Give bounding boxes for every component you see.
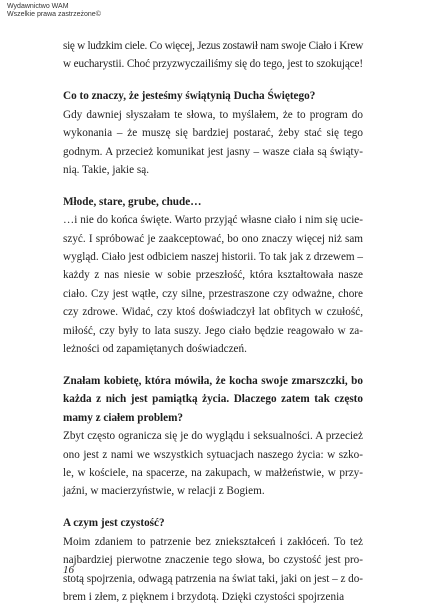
text-line: ciało. Czy jest wątłe, czy silne, przestraszone czy odważne, chore bbox=[63, 287, 363, 300]
copyright-notice: Wszelkie prawa zastrzeżone© bbox=[7, 11, 101, 18]
publisher-header bbox=[7, 3, 101, 19]
text-line: szyć. I spróbować je zaakceptować, bo ono znaczy więcej niż sam bbox=[63, 232, 363, 245]
heading-line: A czym jest czystość? bbox=[63, 517, 165, 530]
text-line: wykonania – że muszę się bardziej postarać, żeby stać się tego bbox=[63, 127, 363, 140]
text-line: nią. Takie, jakie są. bbox=[63, 163, 149, 176]
text-line: …i nie do końca święte. Warto przyjąć własne ciało i nim się ucie- bbox=[63, 214, 363, 227]
section-heading bbox=[63, 514, 363, 532]
section-purity bbox=[63, 514, 363, 606]
text-line: Gdy dawniej słyszałam te słowa, to myślałem, że to program do bbox=[63, 108, 363, 121]
intro-paragraph bbox=[63, 37, 363, 74]
section-bodies bbox=[63, 193, 363, 359]
text-line: czy zdrowe. Widać, czy ktoś doświadczył lat obfitych w czułość, bbox=[63, 306, 363, 319]
section-temple bbox=[63, 87, 363, 179]
section-heading bbox=[63, 87, 363, 105]
text-line: miłość, czy były to lata suszy. Jego ciało będzie reagowało w za- bbox=[63, 324, 363, 337]
section-heading bbox=[63, 372, 363, 427]
text-line: godnym. A przecież komunikat jest jasny – wasze ciała są świąty- bbox=[63, 145, 363, 158]
text-line: Moim zdaniem to patrzenie bez zniekształceń i zakłóceń. To też bbox=[63, 535, 363, 548]
text-line: najbardziej pierwotne znaczenie tego słowa, bo czystość jest pro- bbox=[63, 554, 363, 567]
heading-line: mamy z ciałem problem? bbox=[63, 411, 184, 424]
text-line: ono jest z nami we wszystkich sytuacjach naszego życia: w szko- bbox=[63, 448, 363, 461]
text-line: leżności od zapamiętanych doświadczeń. bbox=[63, 343, 247, 356]
heading-line: każda z nich jest pamiątką życia. Dlaczego zatem tak często bbox=[63, 393, 363, 406]
text-line: w eucharystii. Choć przyzwyczailiśmy się do tego, jest to szokujące! bbox=[63, 58, 364, 71]
section-paragraph bbox=[63, 533, 363, 606]
section-paragraph bbox=[63, 211, 363, 358]
heading-line: Młode, stare, grube, chude… bbox=[63, 195, 202, 208]
text-line: wygląd. Ciało jest odbiciem naszej historii. To tak jak z drzewem – bbox=[63, 251, 363, 264]
heading-line: Co to znaczy, że jesteśmy świątynią Ducha Świętego? bbox=[63, 90, 316, 103]
page-body bbox=[63, 37, 363, 606]
section-heading bbox=[63, 193, 363, 211]
text-line: stotą spojrzenia, odwagą patrzenia na świat taki, jaki on jest – z do- bbox=[63, 572, 363, 585]
text-line: się w ludzkim ciele. Co więcej, Jezus zostawił nam swoje Ciało i Krew bbox=[63, 40, 363, 52]
heading-line: Znałam kobietę, która mówiła, że kocha swoje zmarszczki, bo bbox=[63, 375, 363, 387]
section-wrinkles bbox=[63, 372, 363, 501]
text-line: brem i złem, z pięknem i brzydotą. Dzięki czystości spojrzenia bbox=[63, 590, 345, 603]
text-line: Zbyt często ogranicza się je do wyglądu i seksualności. A przecież bbox=[63, 430, 363, 443]
section-paragraph bbox=[63, 427, 363, 501]
text-line: każdy z nas niesie w sobie przeszłość, która kształtowała nasze bbox=[63, 269, 363, 282]
text-line: le, w kościele, na spacerze, na zakupach, w małżeństwie, w przy- bbox=[63, 467, 363, 480]
section-paragraph bbox=[63, 106, 363, 180]
publisher-name: Wydawnictwo WAM bbox=[7, 3, 69, 10]
page-number: 16 bbox=[63, 564, 74, 576]
text-line: jaźni, w macierzyństwie, w relacji z Bogiem. bbox=[63, 485, 265, 498]
